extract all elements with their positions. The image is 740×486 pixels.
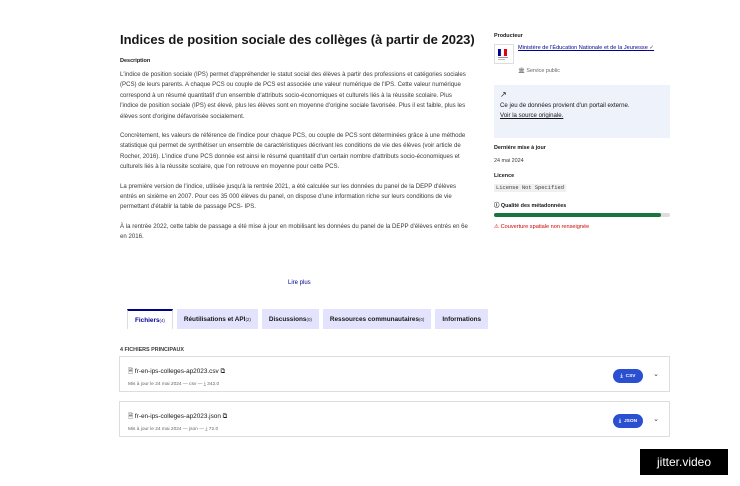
copy-icon[interactable]: ⧉	[220, 368, 226, 375]
chevron-down-icon[interactable]: ⌄	[653, 371, 659, 378]
copy-icon[interactable]: ⧉	[222, 413, 228, 420]
download-icon: ⤓	[618, 419, 622, 424]
file-name: fr-en-ips-colleges-ap2023.csv	[134, 368, 219, 375]
description-fade	[120, 250, 472, 275]
description-paragraph: Concrètement, les valeurs de référence de l'indice pour chaque PCS, ou couple de PCS sont déterminées grâce à une méthode statistique qui permet de synthétiser un ensemble de caractéristiques décrivant les conditions de vie des élèves (voir article de Rocher, 2016). L'indice d'une PCS donnée est ainsi le résumé quantitatif d'un certain nombre d'attributs socio-économiques et culturels liés à la réussite scolaire, que l'on retrouve en moyenne pour cette PCS.	[120, 132, 466, 171]
tab-bar	[127, 309, 488, 329]
quality-progress-fill	[494, 213, 661, 217]
description-text	[120, 70, 472, 273]
read-more-link[interactable]: Lire plus	[288, 280, 311, 286]
last-update-value: 24 mai 2024	[494, 158, 524, 164]
producer-logo	[494, 44, 514, 64]
coverage-warning: ⚠ Couverture spatiale non renseignée	[494, 224, 590, 230]
license-value: License Not Specified	[496, 185, 564, 191]
file-meta: Mis à jour le 24 mai 2024 — json — ⤓ 72.0	[128, 427, 219, 432]
warning-icon: ⚠	[494, 224, 500, 230]
description-paragraph: L'indice de position sociale (IPS) permet d'appréhender le statut social des élèves à partir des professions et catégories sociales (PCS) de leurs parents. A chaque PCS ou couple de PCS est associée une valeur numérique de l'IPS. Cette valeur numérique correspond à un résumé quantitatif d'un ensemble d'attributs socio-économiques et culturels liés à la réussite scolaire. Plus l'indice de position sociale (IPS) est élevé, plus les élèves sont en moyenne d'origine sociale favorisée. Plus il est faible, plus les élèves sont d'origine défavorisée socialement.	[120, 71, 466, 120]
external-link-icon: ↗	[500, 90, 507, 99]
chevron-down-icon[interactable]: ⌄	[653, 416, 659, 423]
files-heading: 4 FICHIERS PRINCIPAUX	[120, 347, 184, 353]
tab-information[interactable]: Informations	[435, 309, 488, 329]
info-icon: ⓘ	[494, 203, 500, 209]
last-update-label: Dernière mise à jour	[494, 145, 546, 151]
license-label: Licence	[494, 173, 515, 179]
file-meta: Mis à jour le 24 mai 2024 — csv — ⤓ 342.0	[128, 382, 220, 387]
building-icon: 🏛	[518, 68, 525, 74]
watermark: jitter.video	[640, 449, 728, 475]
description-paragraph: La première version de l'indice, utilisée jusqu'à la rentrée 2021, a été calculée sur les données du panel de la DEPP d'élèves entrés en sixième en 2007. Pour ces 35 000 élèves du panel, on dispose d'une information riche sur leurs conditions de vie permettant d'établir la table de passage PCS- IPS.	[120, 182, 457, 211]
file-name: fr-en-ips-colleges-ap2023.json	[134, 413, 221, 420]
tab-files[interactable]: Fichiers (4)	[127, 309, 173, 329]
file-icon: 🗎	[128, 368, 134, 375]
download-json-button[interactable]: ⤓ JSON	[613, 414, 643, 428]
quality-progress-bar	[494, 213, 670, 217]
verified-icon: ✓	[649, 45, 655, 51]
download-icon: ⤓	[620, 374, 623, 379]
original-source-link[interactable]: Voir la source originale.	[500, 112, 564, 119]
external-source-text: Ce jeu de données provient d'un portail externe. Voir la source originale.	[500, 102, 630, 119]
tab-community-resources[interactable]: Ressources communautaires (0)	[323, 309, 432, 329]
file-card[interactable]	[119, 356, 670, 392]
file-icon: 🗎	[128, 413, 134, 420]
tab-discussions[interactable]: Discussions (0)	[262, 309, 319, 329]
tab-reuses-api[interactable]: Réutilisations et API (2)	[177, 309, 258, 329]
description-label: Description	[120, 58, 151, 64]
file-card[interactable]	[119, 401, 670, 437]
quality-label: ⓘ Qualité des métadonnées	[494, 203, 567, 209]
republique-logo-icon	[497, 47, 511, 61]
download-csv-button[interactable]: ⤓ CSV	[613, 369, 643, 383]
producer-label: Producteur	[494, 33, 523, 39]
description-paragraph: À la rentrée 2022, cette table de passage a été mise à jour en mobilisant les données du panel de la DEPP d'élèves entrés en 6e en 2016.	[120, 222, 468, 241]
producer-name: Ministère de l'Éducation Nationale et de la Jeunesse	[518, 45, 648, 51]
producer-type: 🏛 Service public	[518, 68, 560, 74]
page-title: Indices de position sociale des collèges (à partir de 2023)	[120, 32, 475, 47]
producer-name-link[interactable]	[518, 44, 673, 53]
